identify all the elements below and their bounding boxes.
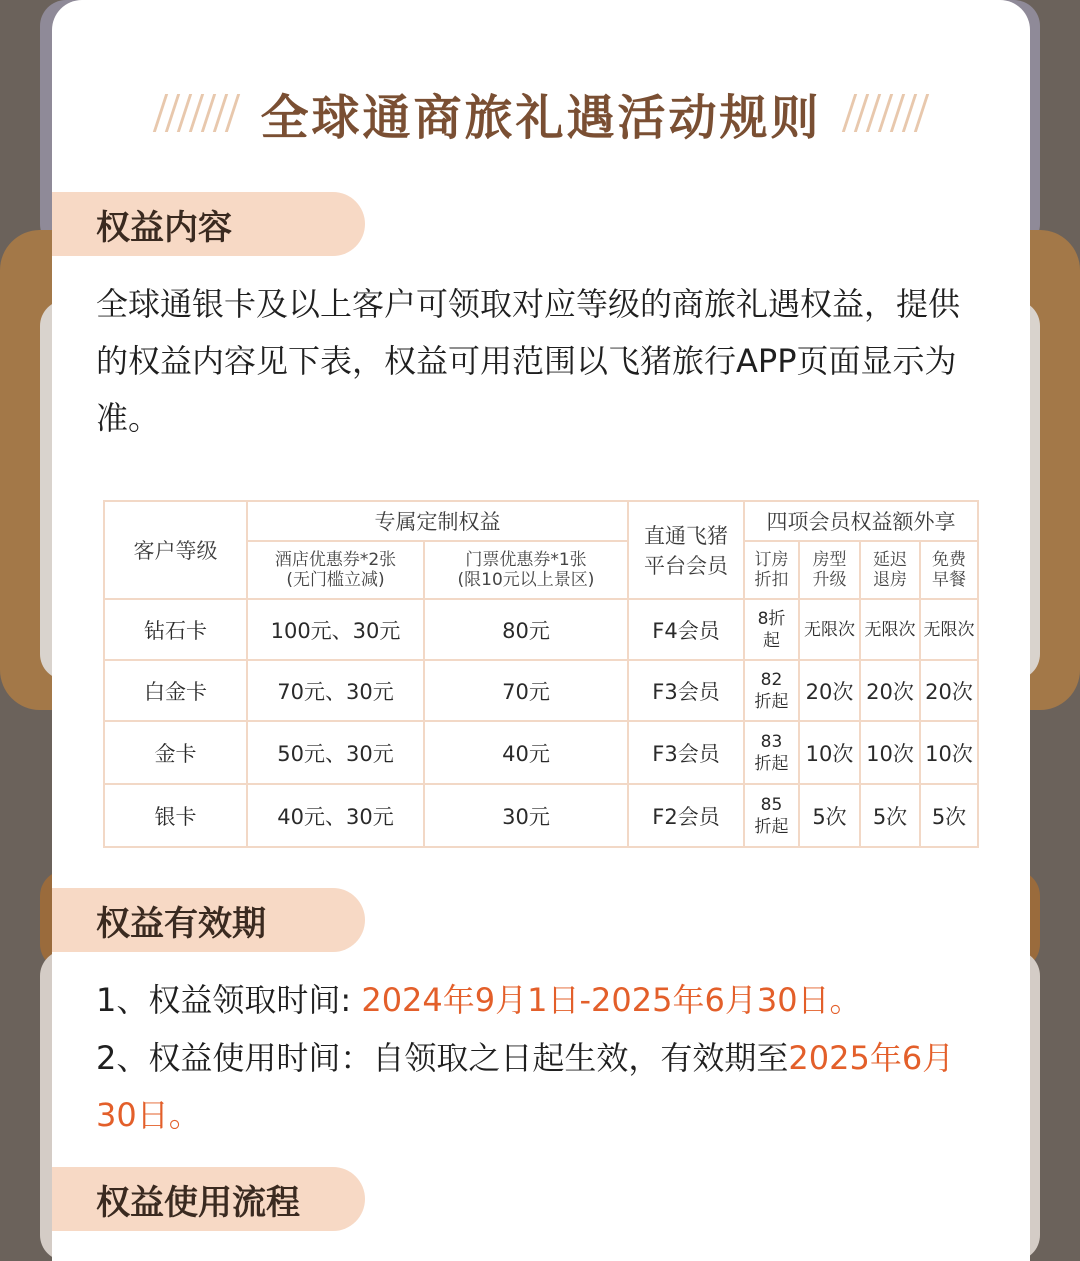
- cell-hotel: 50元、30元: [247, 721, 424, 784]
- header-room-discount: 订房 折扣: [744, 541, 799, 599]
- cell-ticket: 80元: [424, 599, 628, 660]
- cell-level: 钻石卡: [104, 599, 247, 660]
- cell-level: 银卡: [104, 784, 247, 847]
- cell-discount: 8折 起: [744, 599, 799, 660]
- cell-upgrade: 20次: [799, 660, 860, 721]
- cell-hotel: 70元、30元: [247, 660, 424, 721]
- cell-late: 20次: [860, 660, 920, 721]
- page-title: 全球通商旅礼遇活动规则: [260, 89, 822, 146]
- table-row: [104, 721, 978, 784]
- cell-level: 金卡: [104, 721, 247, 784]
- validity-claim-period: 2024年9月1日-2025年6月30日。: [361, 981, 862, 1019]
- table-header-row: [104, 501, 978, 541]
- cell-member: F3会员: [628, 721, 744, 784]
- validity-line-1-label: 1、权益领取时间:: [96, 981, 362, 1019]
- table-row: [104, 599, 978, 660]
- cell-breakfast: 10次: [920, 721, 978, 784]
- validity-line-1: [96, 972, 976, 1029]
- cell-level: 白金卡: [104, 660, 247, 721]
- header-late-checkout: 延迟 退房: [860, 541, 920, 599]
- header-hotel-coupon: 酒店优惠券*2张 (无门槛立减): [247, 541, 424, 599]
- cell-discount: 82 折起: [744, 660, 799, 721]
- cell-breakfast: 5次: [920, 784, 978, 847]
- header-member: 直通飞猪 平台会员: [628, 501, 744, 599]
- section-heading-benefits: 权益内容: [52, 192, 365, 256]
- cell-member: F4会员: [628, 599, 744, 660]
- rules-sheet[interactable]: [52, 0, 1030, 1261]
- cell-hotel: 100元、30元: [247, 599, 424, 660]
- cell-late: 无限次: [860, 599, 920, 660]
- table-row: [104, 784, 978, 847]
- title-decoration-left: [159, 93, 234, 133]
- cell-member: F2会员: [628, 784, 744, 847]
- cell-hotel: 40元、30元: [247, 784, 424, 847]
- cell-upgrade: 5次: [799, 784, 860, 847]
- cell-member: F3会员: [628, 660, 744, 721]
- validity-line-2-label: 2、权益使用时间：自领取之日起生效，有效期至: [96, 1039, 789, 1077]
- header-ticket-coupon: 门票优惠券*1张 (限10元以上景区): [424, 541, 628, 599]
- cell-ticket: 30元: [424, 784, 628, 847]
- benefits-description: 全球通银卡及以上客户可领取对应等级的商旅礼遇权益，提供的权益内容见下表，权益可用范围以飞猪旅行APP页面显示为准。: [96, 285, 961, 437]
- cell-late: 5次: [860, 784, 920, 847]
- cell-breakfast: 无限次: [920, 599, 978, 660]
- title-row: [52, 78, 1030, 148]
- header-four-benefits: 四项会员权益额外享: [744, 501, 978, 541]
- validity-line-2: [96, 1030, 976, 1144]
- cell-ticket: 70元: [424, 660, 628, 721]
- cell-late: 10次: [860, 721, 920, 784]
- cell-upgrade: 无限次: [799, 599, 860, 660]
- table-row: [104, 660, 978, 721]
- cell-ticket: 40元: [424, 721, 628, 784]
- section-heading-usage-flow: 权益使用流程: [52, 1167, 365, 1231]
- header-exclusive: 专属定制权益: [247, 501, 628, 541]
- cell-discount: 85 折起: [744, 784, 799, 847]
- title-decoration-right: [848, 93, 923, 133]
- cell-breakfast: 20次: [920, 660, 978, 721]
- benefits-table: [103, 500, 979, 848]
- validity-expiry-date: 2025年6月30日。: [96, 1039, 955, 1134]
- cell-upgrade: 10次: [799, 721, 860, 784]
- header-free-breakfast: 免费 早餐: [920, 541, 978, 599]
- header-level: 客户等级: [104, 501, 247, 599]
- header-room-upgrade: 房型 升级: [799, 541, 860, 599]
- section-heading-validity: 权益有效期: [52, 888, 365, 952]
- cell-discount: 83 折起: [744, 721, 799, 784]
